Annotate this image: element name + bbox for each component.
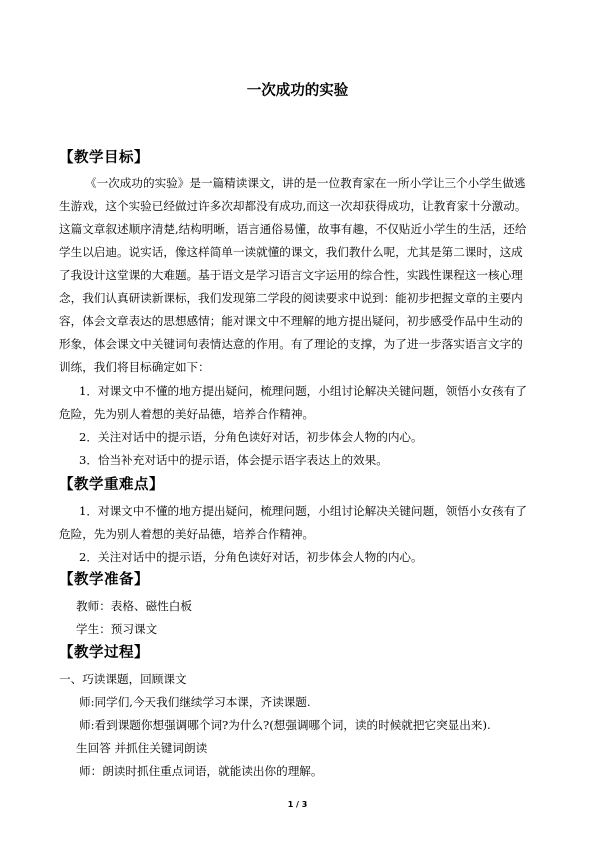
goals-paragraph-line: 了我设计这堂课的大难题。基于语文是学习语言文字运用的综合性，实践性课程这一核心理 [59, 268, 523, 282]
goals-paragraph-line: 生游戏，这个实验已经做过许多次却都没有成功,而这一次却获得成功，让教育家十分激动。 [59, 199, 527, 213]
goals-item: 2．关注对话中的提示语，分角色读好对话，初步体会人物的内心。 [79, 430, 423, 444]
process-item: 一、巧读课题，回顾课文 [59, 672, 187, 686]
preparation-item: 学生：预习课文 [76, 622, 158, 636]
section-heading-goals: 【教学目标】 [59, 150, 149, 166]
process-item: 师:同学们,今天我们继续学习本课，齐读课题. [79, 695, 311, 709]
key-points-item: 1．对课文中不懂的地方提出疑问，梳理问题，小组讨论解决关键问题，领悟小女孩有了 [79, 504, 527, 518]
goals-paragraph-line: 学生以启迪。说实话，像这样简单一读就懂的课文，我们教什么呢，尤其是第二课时，这成 [59, 245, 523, 259]
goals-paragraph-line: 容，体会文章表达的思想感情；能对课文中不理解的地方提出疑问，初步感受作品中生动的 [59, 314, 523, 328]
goals-paragraph-line: 训练，我们将目标确定如下： [59, 360, 210, 374]
section-heading-process: 【教学过程】 [59, 645, 149, 661]
process-item: 生回答 并抓住关键词朗读 [76, 741, 208, 755]
process-item: 师:看到课题你想强调哪个词?为什么?(想强调哪个词，读的时候就把它突显出来). [79, 718, 491, 732]
goals-paragraph-line: 念，我们认真研读新课标，我们发现第二学段的阅读要求中说到：能初步把握文章的主要内 [59, 291, 523, 305]
key-points-item: 危险，先为别人着想的美好品德，培养合作精神。 [59, 527, 315, 541]
section-heading-key-points: 【教学重难点】 [59, 477, 164, 493]
goals-item: 3．恰当补充对话中的提示语，体会提示语字表达上的效果。 [79, 453, 388, 467]
page-number: 1 / 3 [287, 800, 308, 809]
goals-item: 1．对课文中不懂的地方提出疑问，梳理问题，小组讨论解决关键问题，领悟小女孩有了 [79, 384, 527, 398]
preparation-item: 教师：表格、磁性白板 [76, 599, 192, 613]
goals-paragraph-line: 这篇文章叙述顺序清楚,结构明晰，语言通俗易懂，故事有趣，不仅贴近小学生的生活，还给 [59, 222, 527, 236]
key-points-item: 2．关注对话中的提示语，分角色读好对话，初步体会人物的内心。 [79, 550, 423, 564]
goals-paragraph-line: 《一次成功的实验》是一篇精读课文，讲的是一位教育家在一所小学让三个小学生做逃 [85, 176, 526, 190]
goals-paragraph-line: 形象，体会课文中关键词句表情达意的作用。有了理论的支撑，为了进一步落实语言文字的 [59, 337, 523, 351]
goals-item: 危险，先为别人着想的美好品德，培养合作精神。 [59, 407, 315, 421]
process-item: 师：朗读时抓住重点词语，就能读出你的理解。 [79, 764, 323, 778]
document-title: 一次成功的实验 [246, 83, 349, 99]
section-heading-preparation: 【教学准备】 [59, 572, 149, 588]
